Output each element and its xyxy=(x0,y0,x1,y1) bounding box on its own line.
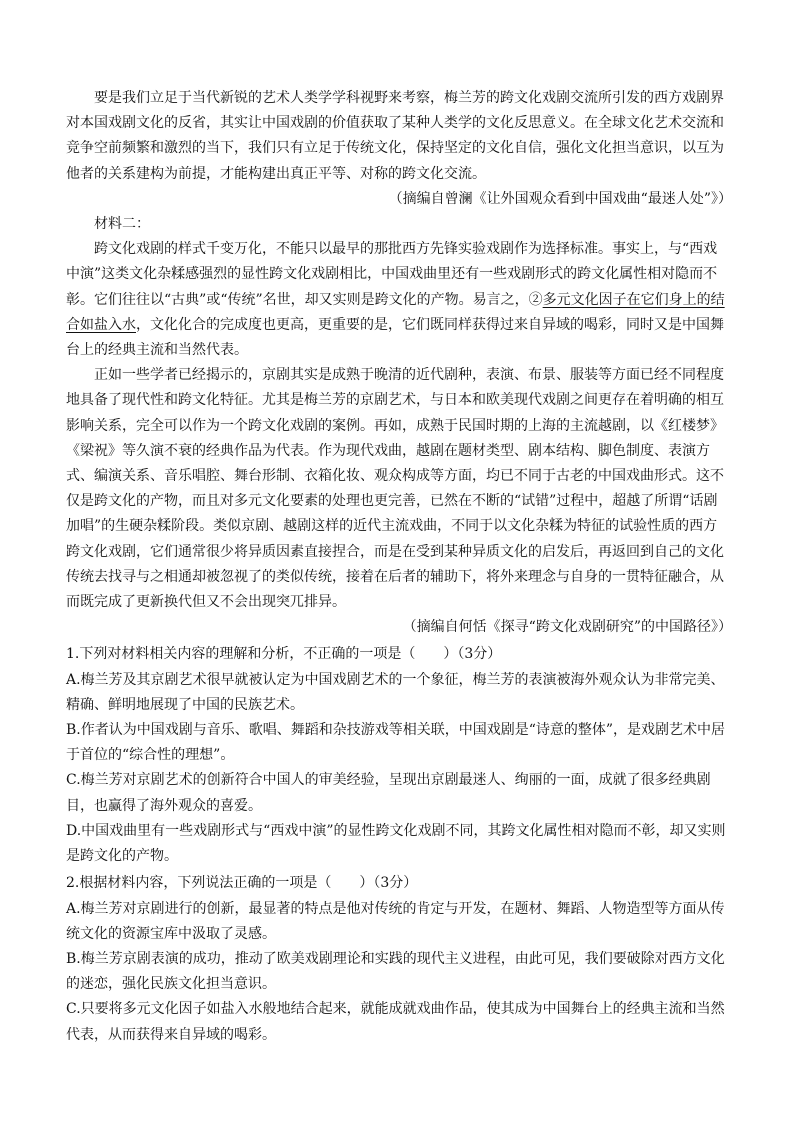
question-2-option-b: B.梅兰芳京剧表演的成功，推动了欧美戏剧理论和实践的现代主义进程，由此可见，我们要破除对西方文化的迷恋，强化民族文化担当意识。 xyxy=(66,950,725,993)
passage1-paragraph: 要是我们立足于当代新锐的艺术人类学学科视野来考察，梅兰芳的跨文化戏剧交流所引发的西方戏剧界对本国戏剧文化的反省，其实让中国戏剧的价值获取了某种人类学的文化反思意义。在全球文化艺术交流和竞争空前频繁和激烈的当下，我们只有立足于传统文化，保持坚定的文化自信，强化文化担当意识，以互为他者的关系建构为前提，才能构建出真正平等、对称的跨文化交流。 xyxy=(66,90,724,182)
passage2-source: （摘编自何恬《探寻“跨文化戏剧研究”的中国路径》） xyxy=(402,619,732,636)
question-1-option-b: B.作者认为中国戏剧与音乐、歌唱、舞蹈和杂技游戏等相关联，中国戏剧是“诗意的整体”，是戏剧艺术中居于首位的“综合性的理想”。 xyxy=(66,722,726,764)
question-1-option-a: A.梅兰芳及其京剧艺术很早就被认定为中国戏剧艺术的一个象征，梅兰芳的表演被海外观众认为非常完美、精确、鲜明地展现了中国的民族艺术。 xyxy=(66,671,725,713)
material-two-heading: 材料二： xyxy=(94,216,150,233)
passage2-p1-text-before: 跨文化戏剧的样式千变万化，不能只以最早的那批西方先锋实验戏剧作为选择标准。事实上，与“西戏中演”这类文化杂糅感强烈的显性跨文化戏剧相比，中国戏曲里还有一些戏剧形式的跨文化属性相对隐而不彰。它们往往以“古典”或“传统”名世，却又实则是跨文化的产物。易言之，② xyxy=(66,241,718,308)
underlined-sentence-2: 多元文化因子在它们身上的结合如盐入水 xyxy=(66,291,725,333)
question-1-stem: 1.下列对材料相关内容的理解和分析，不正确的一项是（ ）（3分） xyxy=(66,646,502,663)
question-1-option-c: C.梅兰芳对京剧艺术的创新符合中国人的审美经验，呈现出京剧最迷人、绚丽的一面，成就了很多经典剧目，也赢得了海外观众的喜爱。 xyxy=(66,772,711,814)
document-body xyxy=(66,86,730,1048)
question-2-option-c: C.只要将多元文化因子如盐入水般地结合起来，就能成就戏曲作品，使其成为中国舞台上的经典主流和当然代表，从而获得来自异域的喝彩。 xyxy=(66,1001,725,1043)
passage2-paragraph-1 xyxy=(66,237,730,363)
question-2-option-a: A.梅兰芳对京剧进行的创新，最显著的特点是他对传统的肯定与开发，在题材、舞蹈、人物造型等方面从传统文化的资源宝库中汲取了灵感。 xyxy=(66,900,725,942)
passage1-source: （摘编自曾澜《让外国观众看到中国戏曲“最迷人处”》） xyxy=(388,190,732,207)
passage2-p1-text-after: ，文化化合的完成度也更高，更重要的是，它们既同样获得过来自异域的喝彩，同时又是中国舞台上的经典主流和当然代表。 xyxy=(66,316,724,359)
question-2-stem: 2.根据材料内容，下列说法正确的一项是（ ）（3分） xyxy=(66,875,418,892)
passage2-paragraph-2: 正如一些学者已经揭示的，京剧其实是成熟于晚清的近代剧种，表演、布景、服装等方面已经不同程度地具备了现代性和跨文化特征。尤其是梅兰芳的京剧艺术，与日本和欧美现代戏剧之间更存在着明确的相互影响关系，完全可以作为一个跨文化戏剧的案例。再如，成熟于民国时期的上海的主流越剧，以《红楼梦》《梁祝》等久演不衰的经典作品为代表。作为现代戏曲，越剧在题材类型、剧本结构、脚色制度、表演方式、编演关系、音乐唱腔、舞台形制、衣箱化妆、观众构成等方面，均已不同于古老的中国戏曲形式。这不仅是跨文化的产物，而且对多元文化要素的处理也更完善，已然在不断的“试错”过程中，超越了所谓“话剧加唱”的生硬杂糅阶段。类似京剧、越剧这样的近代主流戏曲，不同于以文化杂糅为特征的试验性质的西方跨文化戏剧，它们通常很少将异质因素直接捏合，而是在受到某种异质文化的启发后，再返回到自己的文化传统去找寻与之相通却被忽视了的类似传统，接着在后者的辅助下，将外来理念与自身的一贯特征融合，从而既完成了更新换代但又不会出现突兀排异。 xyxy=(66,367,724,611)
question-1-option-d: D.中国戏曲里有一些戏剧形式与“西戏中演”的显性跨文化戏剧不同，其跨文化属性相对隐而不彰，却又实则是跨文化的产物。 xyxy=(66,822,726,865)
